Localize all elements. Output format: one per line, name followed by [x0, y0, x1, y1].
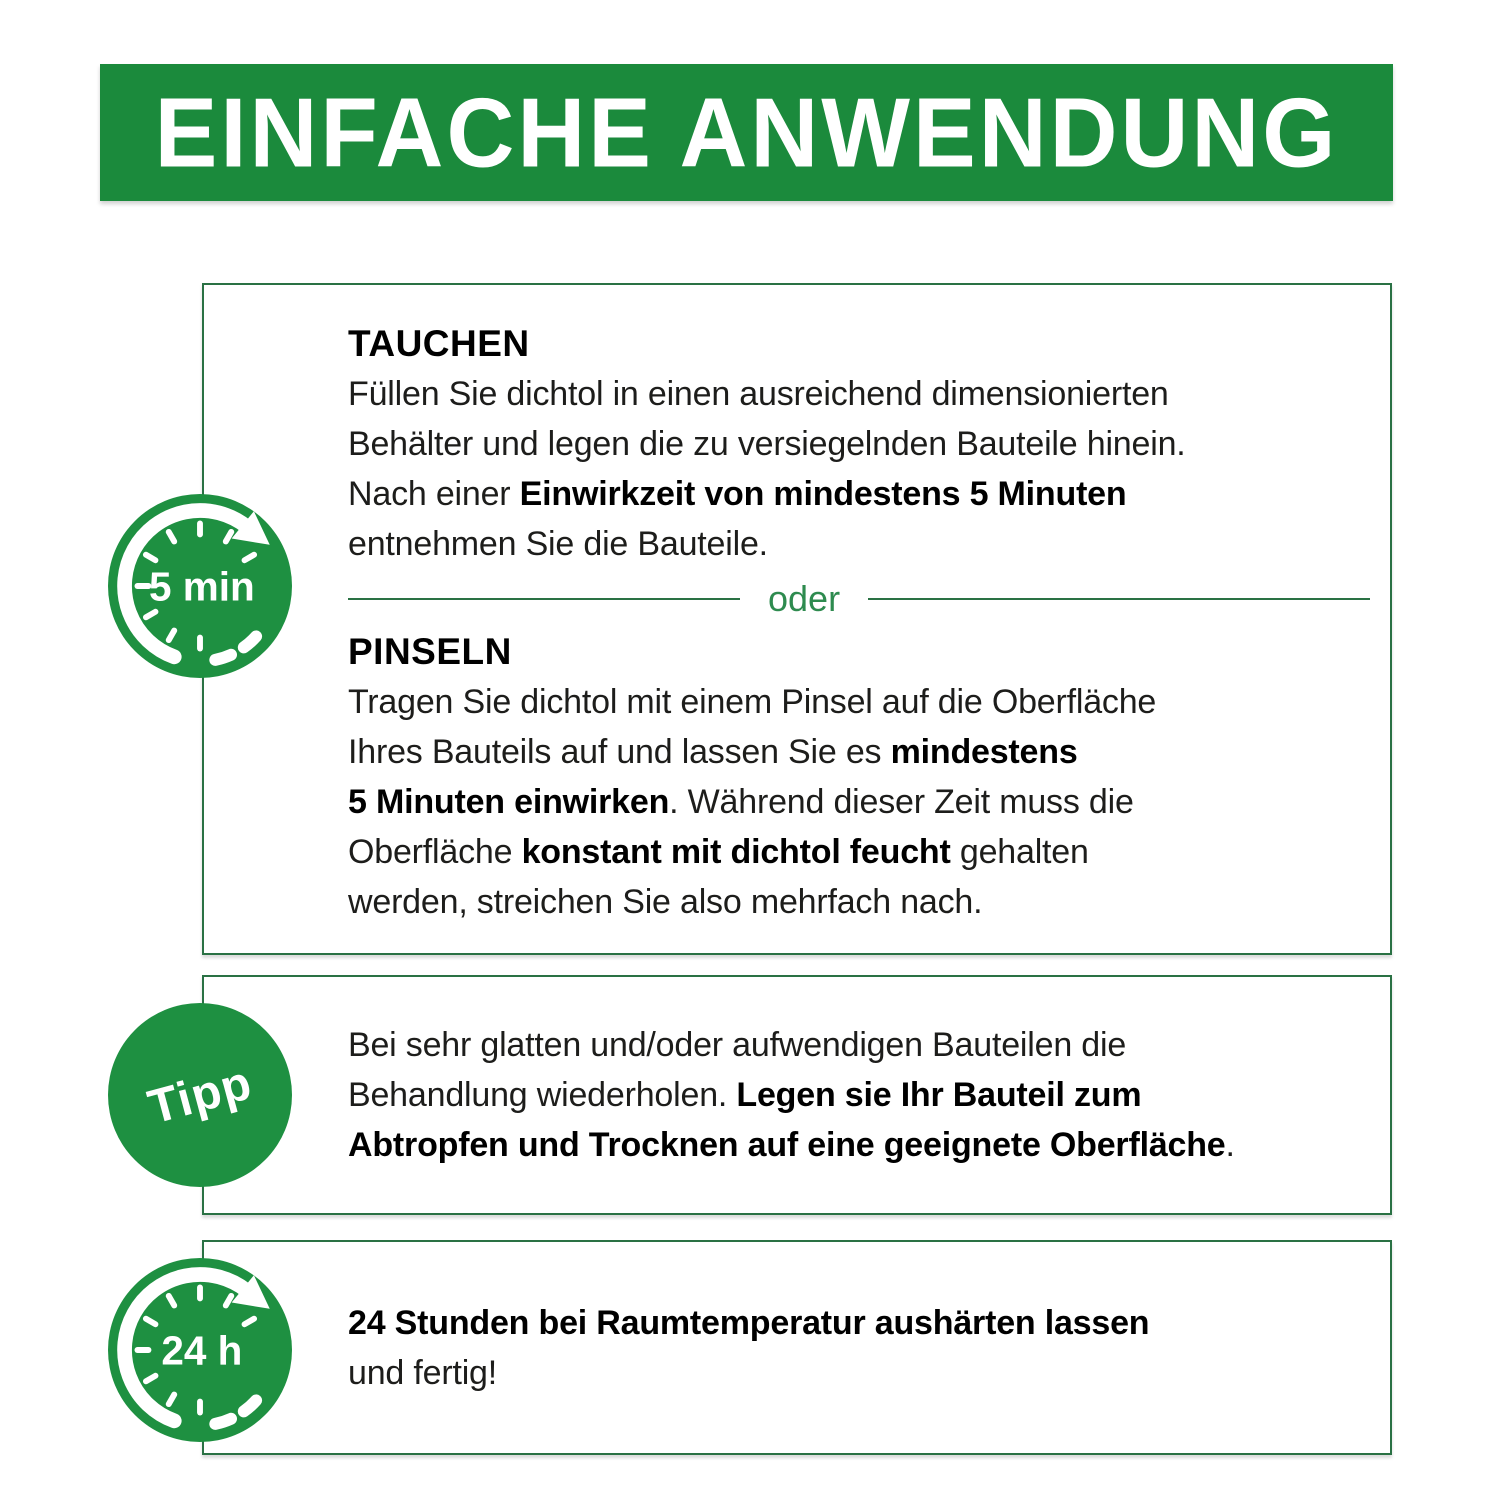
- text-line: entnehmen Sie die Bauteile.: [348, 525, 768, 563]
- tip-paragraph: [348, 1020, 1235, 1170]
- badge-tipp: [108, 1003, 292, 1187]
- oder-divider: [348, 575, 1370, 623]
- text-line: Nach einer Einwirkzeit von mindestens 5 Minuten: [348, 475, 1127, 513]
- tauchen-paragraph: [348, 369, 1370, 569]
- application-methods-box: [202, 283, 1392, 955]
- badge-24h-label: 24 h: [161, 1327, 243, 1374]
- tip-box: [202, 975, 1392, 1215]
- text-line: 24 Stunden bei Raumtemperatur aushärten lassen: [348, 1303, 1150, 1342]
- text-line: 5 Minuten einwirken. Während dieser Zeit muss die: [348, 783, 1134, 821]
- curing-content: [204, 1298, 1169, 1398]
- application-methods-content: [204, 285, 1390, 927]
- text-line: und fertig!: [348, 1353, 498, 1392]
- timer-clockwise-icon: [108, 494, 292, 678]
- badge-5min: [108, 494, 292, 678]
- divider-line-right: [868, 598, 1370, 600]
- header-banner: [100, 64, 1393, 201]
- text-line: Bei sehr glatten und/oder aufwendigen Bauteilen die: [348, 1026, 1127, 1064]
- badge-24h: [108, 1258, 292, 1442]
- tauchen-heading: TAUCHEN: [348, 323, 530, 364]
- divider-line-left: [348, 598, 740, 600]
- text-line: Tragen Sie dichtol mit einem Pinsel auf die Oberfläche: [348, 683, 1157, 721]
- text-line: werden, streichen Sie also mehrfach nach.: [348, 883, 983, 921]
- text-line: Füllen Sie dichtol in einen ausreichend dimensionierten: [348, 375, 1169, 413]
- tip-content: [204, 1020, 1255, 1170]
- curing-box: [202, 1240, 1392, 1455]
- badge-tipp-label: Tipp: [142, 1055, 258, 1135]
- curing-paragraph: [348, 1298, 1149, 1398]
- timer-clockwise-icon: [108, 1258, 292, 1442]
- page-title: EINFACHE ANWENDUNG: [154, 76, 1339, 188]
- text-line: Ihres Bauteils auf und lassen Sie es mindestens: [348, 733, 1078, 771]
- text-line: Abtropfen und Trocknen auf eine geeignete Oberfläche.: [348, 1126, 1235, 1164]
- badge-5min-label: 5 min: [148, 563, 255, 610]
- dashed-arc: [210, 1400, 256, 1424]
- text-line: Behälter und legen die zu versiegelnden Bauteile hinein.: [348, 425, 1186, 463]
- text-line: Behandlung wiederholen. Legen sie Ihr Bauteil zum: [348, 1076, 1142, 1114]
- text-line: Oberfläche konstant mit dichtol feucht gehalten: [348, 833, 1089, 871]
- dashed-arc: [210, 636, 256, 660]
- oder-label: oder: [768, 578, 841, 619]
- pinseln-paragraph: [348, 677, 1370, 927]
- pinseln-heading: PINSELN: [348, 631, 512, 672]
